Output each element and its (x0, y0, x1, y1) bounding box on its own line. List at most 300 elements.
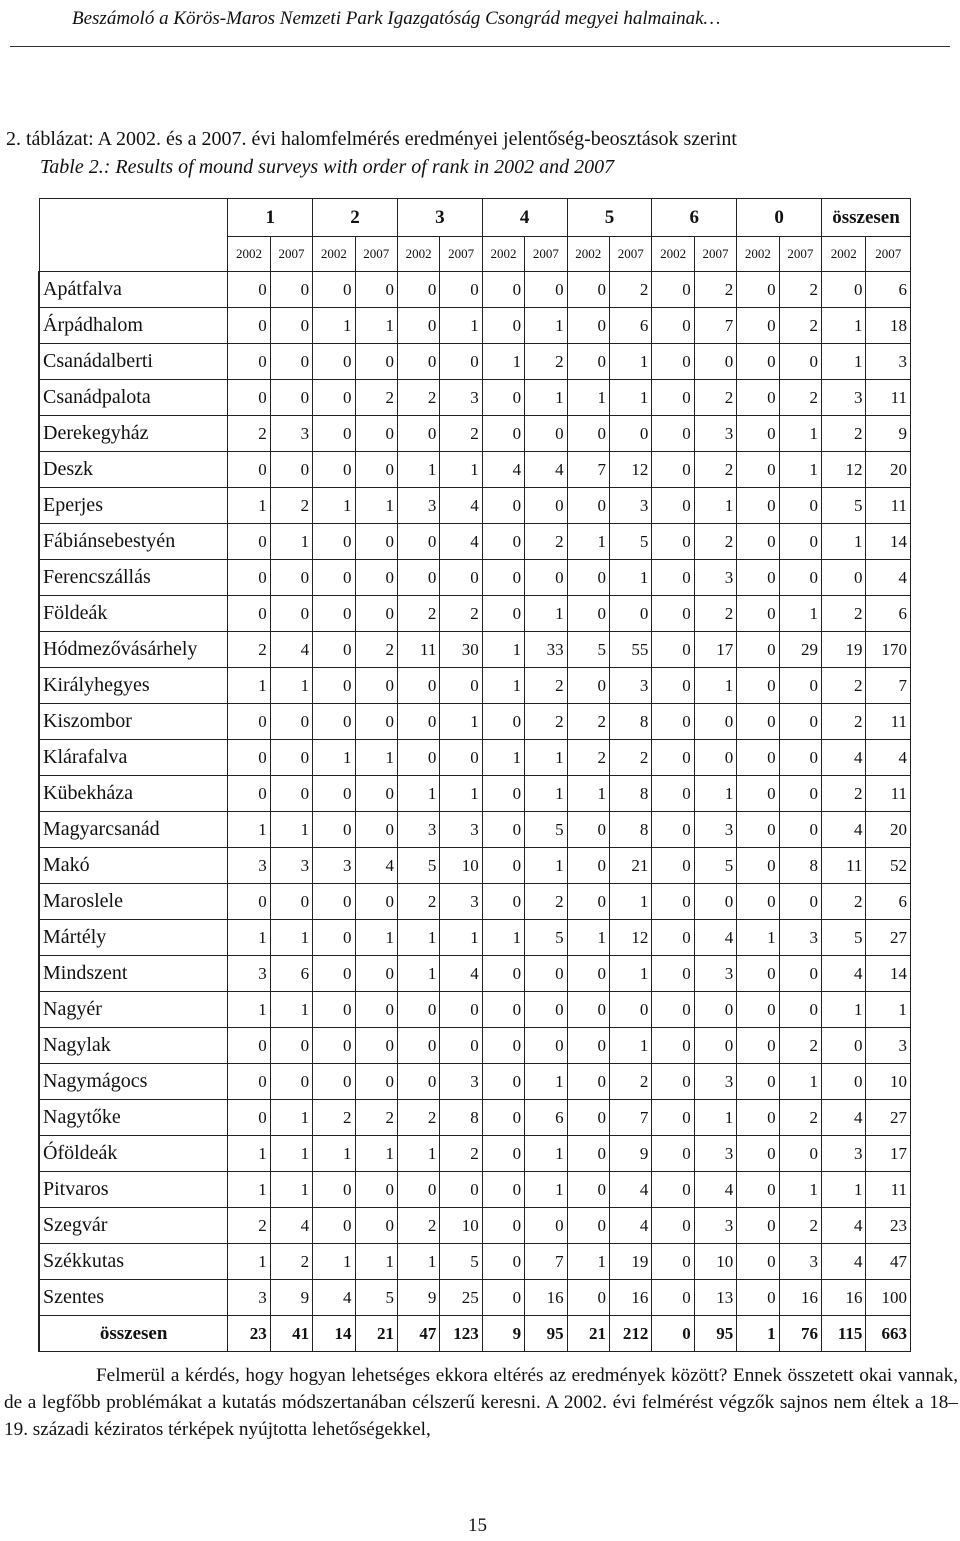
count-cell: 1 (228, 812, 270, 848)
count-cell: 2 (694, 524, 736, 560)
count-cell: 3 (270, 848, 312, 884)
count-cell: 4 (482, 452, 524, 488)
count-cell: 0 (567, 416, 609, 452)
count-cell: 0 (567, 1028, 609, 1064)
count-cell: 0 (567, 560, 609, 596)
count-cell: 0 (652, 920, 694, 956)
total-cell: 2 (822, 704, 866, 740)
count-cell: 0 (567, 884, 609, 920)
total-cell: 0 (822, 560, 866, 596)
count-cell: 2 (609, 740, 651, 776)
count-cell: 0 (567, 1280, 609, 1316)
count-cell: 1 (397, 776, 439, 812)
count-cell: 1 (313, 1244, 355, 1280)
count-cell: 0 (228, 1100, 270, 1136)
count-cell: 0 (440, 560, 482, 596)
count-cell: 0 (270, 452, 312, 488)
count-cell: 3 (440, 812, 482, 848)
count-cell: 0 (355, 1064, 397, 1100)
count-cell: 3 (228, 1280, 270, 1316)
table-row (39, 1208, 911, 1244)
count-cell: 0 (313, 1064, 355, 1100)
count-cell: 3 (440, 380, 482, 416)
count-cell: 1 (779, 1172, 821, 1208)
count-cell: 1 (525, 776, 567, 812)
count-cell: 0 (397, 416, 439, 452)
count-cell: 10 (694, 1244, 736, 1280)
count-cell: 2 (440, 1136, 482, 1172)
count-cell: 7 (567, 452, 609, 488)
count-cell: 0 (779, 776, 821, 812)
count-cell: 0 (397, 308, 439, 344)
total-cell: 9 (866, 416, 911, 452)
count-cell: 0 (482, 1208, 524, 1244)
count-cell: 0 (652, 488, 694, 524)
total-cell: 170 (866, 632, 911, 668)
count-cell: 1 (482, 632, 524, 668)
count-cell: 4 (313, 1280, 355, 1316)
settlement-name: Csanádalberti (39, 344, 228, 380)
count-cell: 76 (779, 1316, 821, 1352)
count-cell: 0 (355, 1208, 397, 1244)
settlement-name: Nagylak (39, 1028, 228, 1064)
count-cell: 0 (270, 380, 312, 416)
count-cell: 0 (525, 488, 567, 524)
count-cell: 0 (737, 1244, 779, 1280)
table-row (39, 704, 911, 740)
count-cell: 1 (482, 920, 524, 956)
count-cell: 8 (779, 848, 821, 884)
count-cell: 0 (737, 416, 779, 452)
total-cell: 27 (866, 1100, 911, 1136)
count-cell: 0 (567, 1136, 609, 1172)
count-cell: 95 (694, 1316, 736, 1352)
count-cell: 0 (482, 1172, 524, 1208)
count-cell: 2 (440, 416, 482, 452)
count-cell: 0 (737, 452, 779, 488)
count-cell: 0 (737, 1136, 779, 1172)
year-header: 2007 (440, 237, 482, 272)
count-cell: 0 (270, 596, 312, 632)
count-cell: 0 (355, 668, 397, 704)
header-rule (10, 46, 950, 47)
count-cell: 3 (694, 1064, 736, 1100)
count-cell: 0 (652, 416, 694, 452)
count-cell: 2 (779, 380, 821, 416)
total-cell: 11 (866, 776, 911, 812)
count-cell: 0 (652, 848, 694, 884)
corner-cell (39, 199, 228, 272)
count-cell: 0 (482, 416, 524, 452)
count-cell: 0 (228, 704, 270, 740)
rank-header: 3 (397, 199, 482, 237)
count-cell: 2 (397, 1208, 439, 1244)
count-cell: 1 (440, 452, 482, 488)
count-cell: 0 (270, 1028, 312, 1064)
table-row (39, 344, 911, 380)
count-cell: 0 (567, 1100, 609, 1136)
count-cell: 0 (397, 1172, 439, 1208)
count-cell: 0 (397, 668, 439, 704)
total-cell: 2 (822, 596, 866, 632)
year-header: 2002 (567, 237, 609, 272)
count-cell: 0 (694, 884, 736, 920)
count-cell: 3 (694, 956, 736, 992)
count-cell: 1 (355, 308, 397, 344)
count-cell: 0 (779, 1136, 821, 1172)
count-cell: 0 (355, 776, 397, 812)
count-cell: 1 (228, 920, 270, 956)
count-cell: 0 (270, 704, 312, 740)
count-cell: 8 (609, 776, 651, 812)
count-cell: 0 (228, 1028, 270, 1064)
count-cell: 0 (694, 992, 736, 1028)
count-cell: 0 (779, 956, 821, 992)
count-cell: 1 (355, 488, 397, 524)
count-cell: 0 (737, 1064, 779, 1100)
settlement-name: Nagyér (39, 992, 228, 1028)
count-cell: 0 (779, 344, 821, 380)
settlement-name: Hódmezővásárhely (39, 632, 228, 668)
settlement-name: Nagymágocs (39, 1064, 228, 1100)
count-cell: 0 (270, 776, 312, 812)
count-cell: 0 (652, 560, 694, 596)
count-cell: 0 (228, 380, 270, 416)
year-header: 2007 (866, 237, 911, 272)
count-cell: 1 (737, 1316, 779, 1352)
count-cell: 29 (779, 632, 821, 668)
total-cell: 1 (822, 1172, 866, 1208)
count-cell: 0 (313, 992, 355, 1028)
count-cell: 41 (270, 1316, 312, 1352)
count-cell: 0 (397, 704, 439, 740)
count-cell: 1 (270, 812, 312, 848)
count-cell: 0 (737, 776, 779, 812)
settlement-name: Maroslele (39, 884, 228, 920)
count-cell: 33 (525, 632, 567, 668)
count-cell: 2 (779, 272, 821, 308)
count-cell: 0 (270, 308, 312, 344)
settlement-name: Pitvaros (39, 1172, 228, 1208)
table-row (39, 488, 911, 524)
count-cell: 0 (482, 884, 524, 920)
total-cell: 1 (822, 992, 866, 1028)
count-cell: 3 (397, 488, 439, 524)
total-cell: 11 (866, 1172, 911, 1208)
year-header: 2002 (822, 237, 866, 272)
count-cell: 7 (525, 1244, 567, 1280)
count-cell: 95 (525, 1316, 567, 1352)
total-cell: 6 (866, 596, 911, 632)
count-cell: 1 (779, 596, 821, 632)
count-cell: 0 (355, 596, 397, 632)
count-cell: 0 (228, 1064, 270, 1100)
count-cell: 0 (609, 596, 651, 632)
count-cell: 0 (567, 488, 609, 524)
settlement-name: Ferencszállás (39, 560, 228, 596)
count-cell: 1 (313, 308, 355, 344)
count-cell: 2 (609, 272, 651, 308)
count-cell: 1 (694, 488, 736, 524)
count-cell: 2 (779, 1208, 821, 1244)
count-cell: 0 (228, 740, 270, 776)
count-cell: 1 (482, 668, 524, 704)
count-cell: 0 (779, 740, 821, 776)
count-cell: 1 (567, 380, 609, 416)
settlement-name: Székkutas (39, 1244, 228, 1280)
count-cell: 1 (270, 920, 312, 956)
table-row (39, 1064, 911, 1100)
count-cell: 8 (609, 812, 651, 848)
total-cell: 6 (866, 884, 911, 920)
total-cell: 7 (866, 668, 911, 704)
count-cell: 1 (694, 1100, 736, 1136)
total-cell: 17 (866, 1136, 911, 1172)
count-cell: 3 (694, 812, 736, 848)
table-row (39, 560, 911, 596)
count-cell: 0 (482, 1100, 524, 1136)
count-cell: 6 (609, 308, 651, 344)
count-cell: 1 (397, 956, 439, 992)
total-cell: 0 (822, 272, 866, 308)
count-cell: 3 (694, 1208, 736, 1244)
count-cell: 2 (694, 380, 736, 416)
count-cell: 0 (313, 632, 355, 668)
count-cell: 3 (397, 812, 439, 848)
count-cell: 0 (355, 812, 397, 848)
count-cell: 0 (652, 740, 694, 776)
total-cell: 1 (822, 308, 866, 344)
count-cell: 0 (737, 740, 779, 776)
count-cell: 0 (567, 1172, 609, 1208)
count-cell: 0 (737, 308, 779, 344)
count-cell: 0 (737, 812, 779, 848)
count-cell: 7 (694, 308, 736, 344)
count-cell: 2 (567, 704, 609, 740)
count-cell: 0 (482, 848, 524, 884)
count-cell: 1 (313, 1136, 355, 1172)
total-cell: 11 (822, 848, 866, 884)
count-cell: 3 (228, 848, 270, 884)
year-header: 2002 (228, 237, 270, 272)
count-cell: 0 (652, 1136, 694, 1172)
count-cell: 0 (737, 848, 779, 884)
count-cell: 0 (652, 884, 694, 920)
count-cell: 0 (397, 560, 439, 596)
total-cell: 4 (822, 740, 866, 776)
count-cell: 1 (270, 668, 312, 704)
count-cell: 0 (313, 596, 355, 632)
count-cell: 0 (609, 416, 651, 452)
rank-header-total: összesen (822, 199, 911, 237)
count-cell: 4 (440, 956, 482, 992)
count-cell: 0 (525, 416, 567, 452)
count-cell: 2 (397, 1100, 439, 1136)
count-cell: 10 (440, 848, 482, 884)
total-cell: 115 (822, 1316, 866, 1352)
table-row (39, 776, 911, 812)
count-cell: 3 (779, 920, 821, 956)
count-cell: 0 (482, 956, 524, 992)
table-row (39, 1172, 911, 1208)
count-cell: 11 (397, 632, 439, 668)
rank-header: 4 (482, 199, 567, 237)
count-cell: 0 (482, 1064, 524, 1100)
count-cell: 4 (525, 452, 567, 488)
count-cell: 0 (779, 668, 821, 704)
table-row (39, 848, 911, 884)
rank-header: 0 (737, 199, 822, 237)
year-header: 2002 (737, 237, 779, 272)
count-cell: 1 (609, 344, 651, 380)
count-cell: 1 (228, 1172, 270, 1208)
total-cell: 27 (866, 920, 911, 956)
year-header: 2007 (525, 237, 567, 272)
count-cell: 0 (567, 596, 609, 632)
count-cell: 2 (694, 596, 736, 632)
count-cell: 0 (779, 704, 821, 740)
table-row (39, 1028, 911, 1064)
count-cell: 1 (525, 596, 567, 632)
count-cell: 0 (567, 848, 609, 884)
count-cell: 0 (567, 344, 609, 380)
count-cell: 1 (440, 308, 482, 344)
table-row (39, 884, 911, 920)
count-cell: 0 (440, 272, 482, 308)
count-cell: 1 (609, 956, 651, 992)
count-cell: 1 (525, 848, 567, 884)
count-cell: 0 (313, 272, 355, 308)
table-body (39, 272, 911, 1352)
count-cell: 1 (228, 488, 270, 524)
table-row (39, 812, 911, 848)
total-cell: 10 (866, 1064, 911, 1100)
count-cell: 2 (228, 1208, 270, 1244)
count-cell: 0 (652, 524, 694, 560)
table-caption-hungarian: 2. táblázat: A 2002. és a 2007. évi halomfelmérés eredményei jelentőség-beosztások szerint (6, 128, 737, 150)
count-cell: 0 (482, 1280, 524, 1316)
count-cell: 0 (397, 992, 439, 1028)
total-cell: 52 (866, 848, 911, 884)
count-cell: 1 (567, 776, 609, 812)
count-cell: 0 (694, 704, 736, 740)
count-cell: 0 (652, 344, 694, 380)
count-cell: 1 (397, 1136, 439, 1172)
total-cell: 3 (866, 344, 911, 380)
total-cell: 3 (822, 380, 866, 416)
settlement-name: Árpádhalom (39, 308, 228, 344)
count-cell: 0 (652, 272, 694, 308)
count-cell: 1 (779, 1064, 821, 1100)
count-cell: 13 (694, 1280, 736, 1316)
count-cell: 3 (609, 488, 651, 524)
table-row (39, 1280, 911, 1316)
count-cell: 0 (355, 560, 397, 596)
count-cell: 0 (313, 560, 355, 596)
count-cell: 0 (313, 1172, 355, 1208)
count-cell: 0 (652, 452, 694, 488)
total-cell: 4 (866, 740, 911, 776)
count-cell: 0 (525, 992, 567, 1028)
count-cell: 0 (652, 380, 694, 416)
count-cell: 16 (779, 1280, 821, 1316)
count-cell: 1 (779, 452, 821, 488)
count-cell: 1 (228, 668, 270, 704)
count-cell: 1 (440, 920, 482, 956)
count-cell: 1 (228, 992, 270, 1028)
total-cell: 12 (822, 452, 866, 488)
count-cell: 0 (737, 1172, 779, 1208)
count-cell: 0 (397, 344, 439, 380)
count-cell: 0 (525, 1028, 567, 1064)
count-cell: 0 (313, 1208, 355, 1244)
count-cell: 12 (609, 452, 651, 488)
count-cell: 0 (440, 668, 482, 704)
settlement-name: Nagytőke (39, 1100, 228, 1136)
count-cell: 0 (737, 1280, 779, 1316)
count-cell: 1 (525, 1064, 567, 1100)
count-cell: 0 (313, 704, 355, 740)
count-cell: 17 (694, 632, 736, 668)
total-cell: 6 (866, 272, 911, 308)
count-cell: 1 (313, 740, 355, 776)
count-cell: 1 (779, 416, 821, 452)
count-cell: 0 (652, 1028, 694, 1064)
count-cell: 1 (525, 1136, 567, 1172)
settlement-name: Makó (39, 848, 228, 884)
year-header: 2007 (609, 237, 651, 272)
count-cell: 1 (525, 1172, 567, 1208)
table-row (39, 416, 911, 452)
count-cell: 1 (694, 776, 736, 812)
year-header: 2007 (694, 237, 736, 272)
table-row (39, 380, 911, 416)
count-cell: 2 (694, 452, 736, 488)
count-cell: 0 (397, 740, 439, 776)
total-cell: 23 (866, 1208, 911, 1244)
total-cell: 1 (822, 524, 866, 560)
total-cell: 0 (822, 1064, 866, 1100)
count-cell: 0 (482, 704, 524, 740)
year-header: 2002 (482, 237, 524, 272)
count-cell: 2 (397, 596, 439, 632)
count-cell: 0 (567, 956, 609, 992)
count-cell: 1 (270, 1136, 312, 1172)
count-cell: 2 (313, 1100, 355, 1136)
count-cell: 0 (482, 524, 524, 560)
total-cell: 3 (822, 1136, 866, 1172)
count-cell: 3 (694, 1136, 736, 1172)
count-cell: 3 (694, 560, 736, 596)
count-cell: 0 (652, 668, 694, 704)
count-cell: 0 (737, 272, 779, 308)
count-cell: 4 (270, 632, 312, 668)
table-row (39, 920, 911, 956)
count-cell: 0 (567, 812, 609, 848)
count-cell: 0 (737, 632, 779, 668)
count-cell: 0 (737, 1028, 779, 1064)
count-cell: 10 (440, 1208, 482, 1244)
table-row (39, 740, 911, 776)
count-cell: 4 (270, 1208, 312, 1244)
total-cell: 1 (822, 344, 866, 380)
count-cell: 0 (440, 344, 482, 380)
count-cell: 3 (694, 416, 736, 452)
count-cell: 0 (270, 272, 312, 308)
count-cell: 0 (482, 1244, 524, 1280)
count-cell: 21 (355, 1316, 397, 1352)
settlement-name: Csanádpalota (39, 380, 228, 416)
